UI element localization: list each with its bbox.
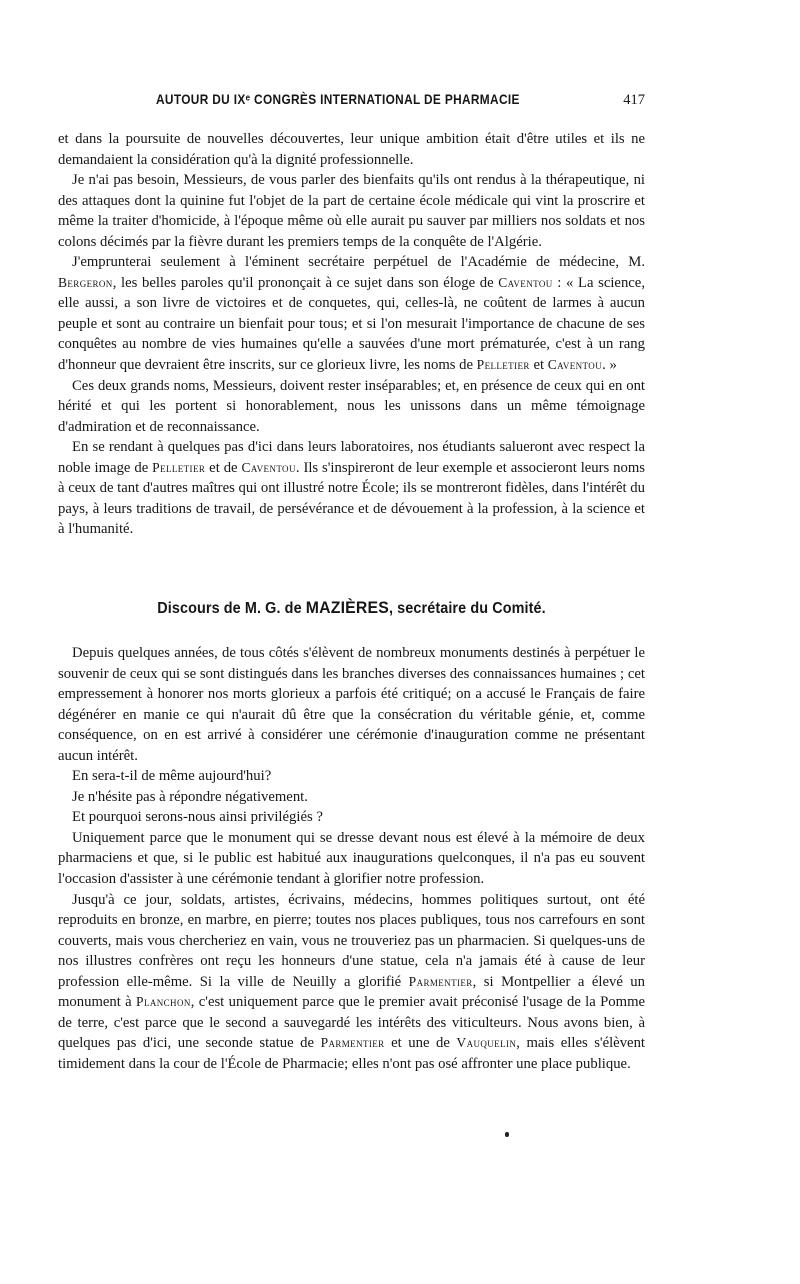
paragraph: Je n'hésite pas à répondre négativement. (72, 788, 308, 805)
proper-name: Planchon (136, 994, 191, 1010)
proper-name: Bergeron (58, 274, 113, 290)
text-run: , les belles paroles qu'il prononçait à ce sujet dans son éloge de (112, 274, 499, 291)
proper-name: Vauquelin (456, 1035, 517, 1051)
ink-speck (505, 1132, 509, 1137)
text-run: . Ils s'inspireront de leur exemple et associeront leurs noms à ceux de tant d'autres maîtres qui ont illustré notre École; ils se montreront fidèles, dans l'intérêt du pays, à leurs traditions de travail, de persévérance et de dévouement à la profession, à la science et à l'humanité. (58, 459, 645, 538)
text-run: , c'est uniquement parce que le premier avait préconisé l'usage de la Pomme de terre, c'est parce que le second a sauvegardé les intérêts des viticulteurs. Nous avons bien, à quelques pas d'ici, une seconde statue de (58, 994, 646, 1052)
text-run: : « La science, elle aussi, a son livre de victoires et de conquetes, qui, celles-là, ne coûtent de larmes à aucun peuple et sont au contraire un bienfait pour tous; et si l'on mesurait l'importance de chacune de ses conquêtes au nombre de vies humaines qu'elle a sauvées d'une mort prématurée, c'est à un rang d'honneur que devraient être inscrits, sur ce glorieux livre, les noms de (58, 274, 645, 374)
page-number: 417 (623, 92, 645, 108)
paragraph: Ces deux grands noms, Messieurs, doivent rester inséparables; et, en présence de ceux qui en ont hérité et qui les portent si honorablement, nous les unissons dans un même témoignage d'admiration et de reconnaissance. (58, 377, 645, 435)
text-run: Jusqu'à ce jour, soldats, artistes, écrivains, médecins, hommes politiques surtout, ont été reproduits en bronze, en marbre, en pierre; toutes nos places publiques, tous nos carrefours en sont couverts, mais vous chercheriez en vain, vous ne trouveriez pas un pharmacien. Si quelques-uns de nos illustres confrères ont reçu les honneurs d'une statue, cela n'a jamais été à cause de leur profession elle-même. Si la ville de Neuilly a glorifié (58, 891, 645, 990)
section-heading (79, 598, 625, 618)
heading-text: Discours de M. G. de (157, 600, 306, 617)
text-run: et de (205, 459, 242, 476)
proper-name: Pelletier (476, 357, 530, 373)
paragraph (58, 437, 645, 540)
paragraph: Je n'ai pas besoin, Messieurs, de vous parler des bienfaits qu'ils ont rendus à la thérapeutique, ni des attaques dont la quinine fut l'objet de la part de certaine école médicale qui vint la proscrire et même la traiter d'homicide, à l'époque même où elle aurait pu sauver par milliers nos soldats et nos colons décimés par la fièvre durant les premiers temps de la conquête de l'Algérie. (58, 172, 645, 250)
paragraph: Uniquement parce que le monument qui se dresse devant nous est élevé à la mémoire de deux pharmaciens et que, si le public est habitué aux inaugurations quelconques, il n'a pas eu souvent l'occasion d'assister à une cérémonie tendant à glorifier notre profession. (58, 829, 645, 888)
proper-name: Parmentier (408, 973, 473, 989)
proper-name: Caventou (241, 459, 296, 475)
paragraph: En sera-t-il de même aujourd'hui? (72, 768, 272, 785)
paragraph (58, 890, 645, 1075)
heading-name: MAZIÈRES (305, 598, 389, 617)
text-run: , si Montpellier a élevé un monument à (58, 973, 645, 1011)
proper-name: Parmentier (320, 1035, 385, 1051)
paragraph: et dans la poursuite de nouvelles découvertes, leur unique ambition était d'être utiles et ils ne demandaient la considération qu'à la dignité professionnelle. (58, 131, 645, 168)
text-run: J'emprunterai seulement à l'éminent secrétaire perpétuel de l'Académie de médecine, M. (72, 254, 645, 271)
text-run: et une de (384, 1035, 457, 1052)
running-head-title: AUTOUR DU IXᵉ CONGRÈS INTERNATIONAL DE PHARMACIE (156, 92, 520, 107)
paragraph: Et pourquoi serons-nous ainsi privilégiés ? (72, 809, 323, 826)
text-run: . » (602, 357, 617, 374)
text-run: En se rendant à quelques pas d'ici dans leurs laboratoires, nos étudiants salueront avec respect la noble image de (58, 439, 645, 476)
running-head (58, 92, 645, 114)
proper-name: Caventou (498, 274, 553, 290)
proper-name: Pelletier (152, 459, 206, 475)
heading-text: , secrétaire du Comité. (388, 600, 546, 617)
paragraph (58, 252, 645, 375)
paragraph: Depuis quelques années, de tous côtés s'élèvent de nombreux monuments destinés à perpétuer le souvenir de ceux qui se sont distingués dans les branches diverses des connaissances humaines ; cet empressement à honorer nos morts glorieux a parfois été critiqué; on a accusé le Français de faire dégénérer en manie ce qui n'aurait dû être que la consécration du véritable génie, et, comme conséquence, on en est arrivé à considérer une cérémonie d'inauguration comme ne présentant aucun intérêt. (58, 645, 645, 764)
proper-name: Caventou (547, 357, 603, 373)
text-run: , mais elles s'élèvent timidement dans la cour de l'École de Pharmacie; elles n'ont pas osé affronter une place publique. (58, 1035, 645, 1072)
text-run: et (529, 357, 548, 374)
section-discours (58, 643, 645, 1074)
section-pelletier-caventou (58, 129, 645, 540)
